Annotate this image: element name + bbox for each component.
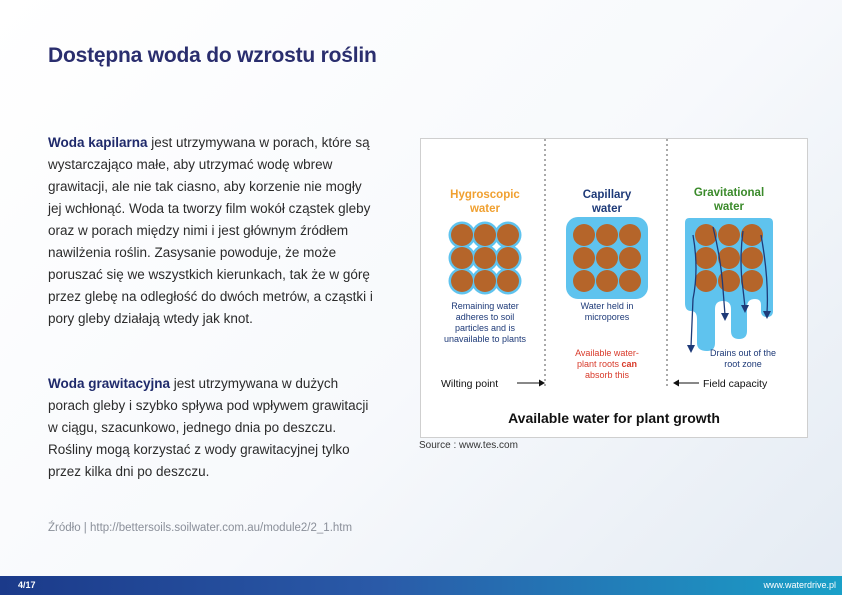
- gravitational-title-2: water: [713, 201, 745, 213]
- soil-water-diagram: [420, 138, 808, 438]
- soil-particle: [474, 247, 496, 269]
- soil-particle: [695, 270, 717, 292]
- wilting-point-label: Wilting point: [441, 378, 499, 390]
- available-note-emphasis: can: [621, 359, 638, 369]
- hygroscopic-title: Hygroscopic: [450, 189, 520, 201]
- footer-bar: [0, 576, 842, 595]
- gravitational-particles: [695, 224, 763, 292]
- paragraph-capillary-text: jest utrzymywana w porach, które są wystarczająco małe, aby utrzymać wodę wbrew grawitacji, ale nie tak ciasno, aby korzenie nie mogły jej wchłonąć. Woda ta tworzy film wokół cząstek gleby oraz w porach między nimi i jest głównym źródłem nawilżenia roślin. Zasysanie powoduje, że może poruszać się we wszystkich kierunkach, tak że w górę przez glebę na odległość do dwóch metrów, a cząstki i pory gleby działają wtedy jak knot.: [48, 135, 373, 326]
- paragraph-capillary-water: [48, 132, 378, 330]
- soil-particle: [497, 247, 519, 269]
- diagram-canvas: [421, 139, 807, 437]
- hygroscopic-desc-line: unavailable to plants: [443, 334, 527, 344]
- field-capacity-label: Field capacity: [703, 378, 768, 390]
- soil-particle: [596, 270, 618, 292]
- hygroscopic-desc-line: adheres to soil: [455, 312, 515, 322]
- paragraph-gravitational-text: jest utrzymywana w dużych porach gleby i szybko spływa pod wpływem grawitacji w ciągu, szacunkowo, jednego dnia po deszczu. Rośliny mogą korzystać z wody grawitacyjnej tylko przez kilka dni po deszczu.: [48, 376, 369, 479]
- capillary-desc-line: Water held in: [580, 301, 634, 311]
- soil-particle: [451, 224, 473, 246]
- soil-particle: [497, 270, 519, 292]
- available-note-line: Available water-: [575, 348, 639, 358]
- soil-particle: [474, 224, 496, 246]
- gravitational-desc-line: root zone: [724, 359, 762, 369]
- soil-particle: [573, 270, 595, 292]
- soil-particle: [451, 270, 473, 292]
- soil-particle: [619, 270, 641, 292]
- soil-particle: [718, 224, 740, 246]
- soil-particle: [619, 224, 641, 246]
- page-number: 4/17: [18, 580, 36, 590]
- paragraph-gravitational-water: [48, 373, 378, 483]
- term-capillary-water: Woda kapilarna: [48, 135, 148, 150]
- soil-particle: [596, 224, 618, 246]
- figure-source: Source : www.tes.com: [419, 440, 518, 451]
- capillary-description: [581, 301, 634, 322]
- gravitational-desc-line: Drains out of the: [709, 348, 777, 358]
- soil-particle: [596, 247, 618, 269]
- soil-particle: [718, 247, 740, 269]
- term-gravitational-water: Woda grawitacyjna: [48, 376, 171, 391]
- soil-particle: [474, 270, 496, 292]
- soil-particle: [741, 270, 763, 292]
- hygroscopic-particles: [449, 222, 522, 295]
- hygroscopic-desc-line: particles and is: [454, 323, 516, 333]
- capillary-title-2: water: [591, 203, 623, 215]
- gravitational-description: [710, 348, 776, 369]
- capillary-desc-line: micropores: [584, 312, 630, 322]
- website-link[interactable]: www.waterdrive.pl: [763, 580, 836, 590]
- available-note-line: [577, 359, 637, 369]
- hygroscopic-desc-line: Remaining water: [451, 301, 519, 311]
- field-capacity-arrowhead: [673, 380, 679, 387]
- soil-particle: [497, 224, 519, 246]
- available-water-note: [575, 348, 639, 380]
- available-note-line: absorb this: [584, 370, 630, 380]
- diagram-caption: Available water for plant growth: [508, 410, 720, 426]
- soil-particle: [741, 224, 763, 246]
- source-link[interactable]: Źródło | http://bettersoils.soilwater.com.au/module2/2_1.htm: [48, 522, 353, 534]
- capillary-particles: [566, 217, 648, 299]
- soil-particle: [573, 247, 595, 269]
- soil-particle: [695, 247, 717, 269]
- soil-particle: [741, 247, 763, 269]
- gravitational-title: Gravitational: [693, 187, 765, 199]
- available-note-text: plant roots: [576, 359, 619, 369]
- page-title: Dostępna woda do wzrostu roślin: [48, 44, 377, 67]
- hygroscopic-description: [444, 301, 527, 344]
- wilting-point-arrowhead: [539, 380, 545, 387]
- hygroscopic-title-2: water: [469, 203, 501, 215]
- capillary-title: Capillary: [582, 189, 632, 201]
- soil-particle: [619, 247, 641, 269]
- soil-particle: [451, 247, 473, 269]
- soil-particle: [573, 224, 595, 246]
